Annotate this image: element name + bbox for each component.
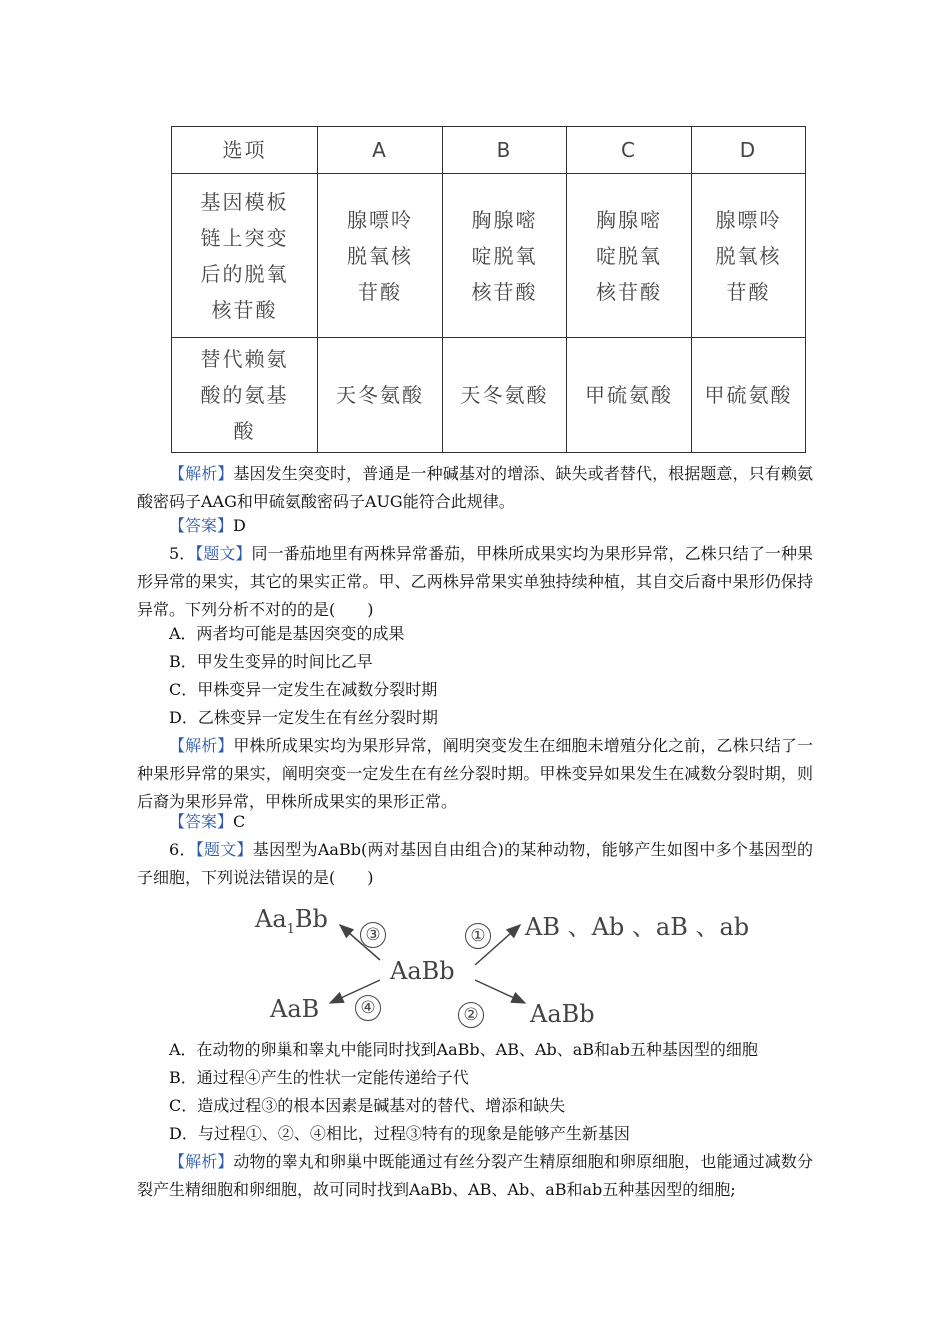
- cell-line: 胸腺嘧: [471, 207, 538, 232]
- q5-stem: [137, 540, 813, 624]
- stem-text: 同一番茄地里有两株异常番茄，甲株所成果实均为果形异常，乙株只结了一种果形异常的果实，其它的果实正常。甲、乙两株异常果实单独持续种植，其自交后裔中果形仍保持异常。下列分析不对的的是( ): [137, 544, 813, 619]
- table-header-cell: D: [692, 127, 806, 174]
- question-table: [171, 126, 806, 453]
- genotype-bottom-right: AaBb: [530, 1000, 595, 1028]
- q6-stem: [137, 836, 813, 892]
- table-cell: 天冬氨酸: [443, 338, 567, 453]
- cell-line: 啶脱氧: [596, 243, 662, 268]
- analysis-tag: 【解析】: [169, 464, 234, 483]
- table-cell: 甲硫氨酸: [692, 338, 806, 453]
- cell-line: 苷酸: [358, 279, 402, 304]
- table-row-label: [172, 338, 318, 453]
- q5-answer: [169, 808, 245, 836]
- process-label-4: ④: [355, 995, 381, 1021]
- cell-line: 酸: [233, 419, 256, 443]
- genotype-part: Bb: [294, 905, 328, 933]
- genotype-subscript: 1: [286, 921, 295, 937]
- genotype-part: Aa: [255, 905, 287, 933]
- cell-line: 替代赖氨: [200, 347, 289, 371]
- cell-line: 腺嘌呤: [715, 207, 782, 232]
- cell-line: 腺嘌呤: [347, 207, 413, 232]
- q6-analysis: [137, 1148, 813, 1204]
- stem-text: 基因型为AaBb(两对基因自由组合)的某种动物，能够产生如图中多个基因型的子细胞，下列说法错误的是( ): [137, 840, 813, 887]
- q5-option-a[interactable]: A．两者均可能是基因突变的成果: [169, 624, 405, 643]
- table-row-label: [172, 174, 318, 338]
- cell-line: 核苷酸: [211, 297, 278, 322]
- cell-line: 脱氧核: [347, 243, 413, 268]
- question-number: 6．: [169, 840, 196, 859]
- table-header-cell: C: [567, 127, 692, 174]
- cell-line: 胸腺嘧: [596, 207, 662, 232]
- answer-text: C: [233, 812, 246, 831]
- table-cell: [318, 174, 443, 338]
- genotype-top-left: [255, 905, 328, 937]
- analysis-tag: 【解析】: [169, 736, 234, 755]
- q6-option-d[interactable]: D．与过程①、②、④相比，过程③特有的现象是能够产生新基因: [169, 1124, 630, 1143]
- q5-option-b[interactable]: B．甲发生变异的时间比乙早: [169, 652, 373, 671]
- table-cell: 天冬氨酸: [318, 338, 443, 453]
- table-cell: [567, 174, 692, 338]
- analysis-text: 甲株所成果实均为果形异常，阐明突变发生在细胞未增殖分化之前，乙株只结了一种果形异常的果实，阐明突变一定发生在有丝分裂时期。甲株变异如果发生在减数分裂时期，则后裔为果形异常，甲株所成果实的果形正常。: [137, 736, 813, 811]
- q5-analysis: [137, 732, 813, 816]
- arrow-2: [475, 980, 525, 1003]
- q6-option-b[interactable]: B．通过程④产生的性状一定能传递给子代: [169, 1068, 469, 1087]
- q6-option-a[interactable]: A．在动物的卵巢和睾丸中能同时找到AaBb、AB、Ab、aB和ab五种基因型的细胞: [169, 1040, 758, 1059]
- process-label-3: ③: [360, 922, 386, 948]
- table-header-cell: 选项: [172, 127, 318, 174]
- genotype-bottom-left: AaB: [270, 995, 320, 1023]
- table-cell: [443, 174, 567, 338]
- cell-line: 啶脱氧: [471, 243, 538, 268]
- genotype-center: AaBb: [390, 957, 455, 985]
- q5-option-d[interactable]: D．乙株变异一定发生在有丝分裂时期: [169, 708, 438, 727]
- cell-line: 链上突变: [200, 225, 289, 250]
- answer-tag: 【答案】: [169, 812, 234, 831]
- table-header-cell: B: [443, 127, 567, 174]
- table-cell: [692, 174, 806, 338]
- table-header-cell: A: [318, 127, 443, 174]
- analysis-tag: 【解析】: [169, 1152, 234, 1171]
- table-cell: 甲硫氨酸: [567, 338, 692, 453]
- cell-line: 核苷酸: [596, 279, 662, 304]
- cell-line: 脱氧核: [715, 243, 782, 268]
- cell-line: 后的脱氧: [200, 261, 289, 286]
- cell-line: 苷酸: [726, 279, 771, 304]
- analysis-text: 基因发生突变时，普通是一种碱基对的增添、缺失或者替代，根据题意，只有赖氨酸密码子AAG和甲硫氨酸密码子AUG能符合此规律。: [137, 464, 813, 511]
- q4-answer: [169, 512, 246, 540]
- cell-line: 基因模板: [200, 189, 289, 214]
- q4-analysis: [137, 460, 813, 516]
- q5-option-c[interactable]: C．甲株变异一定发生在减数分裂时期: [169, 680, 438, 699]
- genotype-top-right: AB 、Ab 、aB 、ab: [525, 913, 750, 941]
- cell-line: 酸的氨基: [200, 383, 289, 407]
- genotype-diagram: [230, 895, 750, 1040]
- stem-tag: 【题文】: [195, 840, 253, 859]
- analysis-text: 动物的睾丸和卵巢中既能通过有丝分裂产生精原细胞和卵原细胞，也能通过减数分裂产生精细胞和卵细胞，故可同时找到AaBb、AB、Ab、aB和ab五种基因型的细胞;: [137, 1152, 813, 1199]
- question-number: 5．: [169, 544, 196, 563]
- stem-tag: 【题文】: [195, 544, 252, 563]
- process-label-2: ②: [458, 1002, 484, 1028]
- answer-tag: 【答案】: [169, 516, 234, 535]
- process-label-1: ①: [465, 923, 491, 949]
- cell-line: 核苷酸: [471, 279, 538, 304]
- answer-text: D: [233, 516, 246, 535]
- q6-option-c[interactable]: C．造成过程③的根本因素是碱基对的替代、增添和缺失: [169, 1096, 566, 1115]
